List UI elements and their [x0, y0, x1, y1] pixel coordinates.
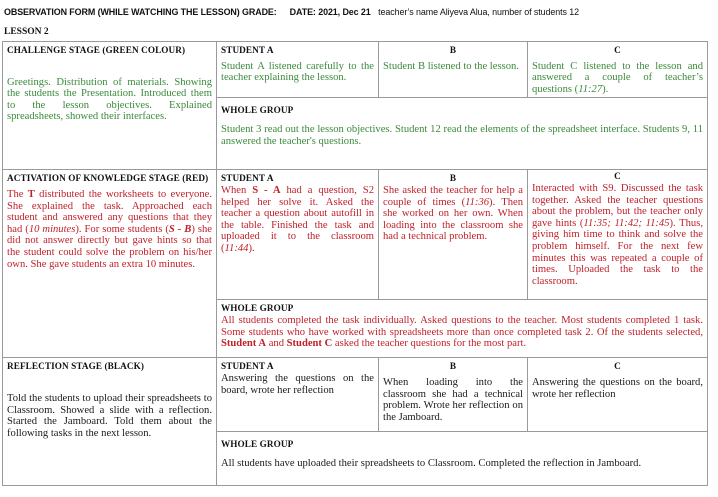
teacher-info: teacher’s name Aliyeva Alua, number of students 12	[378, 7, 579, 18]
form-date: DATE: 2021, Dec 21	[289, 7, 371, 18]
note-text: Student C listened to the lesson and answered a couple of teacher’s questions (	[532, 60, 703, 95]
note-text: Interacted with S9. Discussed the task together. Asked the teacher questions about the problem, but the teacher only gave hints (	[532, 182, 703, 229]
activation-student-b-cell	[379, 170, 528, 300]
timestamp: 11:36	[465, 196, 490, 208]
whole-group-label: WHOLE GROUP	[221, 105, 294, 116]
student-ref: S - A	[252, 184, 281, 196]
note-text: ). Then she worked on her own. When loading into the classroom she had a technical problem.	[383, 196, 523, 243]
reflection-whole-group-cell	[217, 432, 708, 486]
activation-student-b-note	[383, 185, 523, 243]
reflection-students-row	[3, 358, 708, 432]
challenge-student-b-cell	[379, 42, 528, 98]
challenge-whole-group-note: Student 3 read out the lesson objectives. Student 12 read the elements of the spreadsheet interface. Students 9, 11 answered the teacher's questions.	[221, 123, 703, 147]
whole-group-label: WHOLE GROUP	[221, 303, 294, 314]
reflection-whole-group-note: All students have uploaded their spreadsheets to Classroom. Completed the reflection in Jamboard.	[221, 457, 642, 469]
duration: 10 minutes	[28, 223, 76, 235]
activation-stage-description	[7, 189, 212, 270]
student-ref: S - B	[168, 223, 192, 235]
student-ref: Student A	[221, 338, 267, 350]
activation-student-a-cell	[217, 170, 379, 300]
note-text: had a question, S2 helped her solve it. Asked the teacher a question about autofill in the table. Finished the task and uploaded it to the classroom (	[221, 184, 374, 254]
teacher-abbrev: T	[27, 188, 35, 200]
challenge-students-row	[3, 42, 708, 98]
challenge-stage-cell	[3, 42, 217, 170]
note-text: and	[266, 338, 287, 350]
activation-student-c-note	[532, 183, 703, 287]
whole-group-label: WHOLE GROUP	[221, 439, 294, 450]
student-b-label: B	[449, 45, 457, 55]
activation-whole-group-cell	[217, 300, 708, 358]
student-c-label: C	[614, 171, 621, 182]
form-header	[4, 7, 579, 18]
activation-whole-group-note	[221, 315, 703, 350]
note-text: ). Thus, giving him time to think and solve the problem himself. For the next few minutes this was repeated a couple of times. Uploaded the task to the classroom.	[532, 217, 703, 287]
student-a-label: STUDENT A	[221, 45, 274, 55]
student-c-label: C	[614, 45, 621, 55]
observation-table	[2, 41, 708, 486]
student-ref: Student C	[286, 338, 333, 350]
reflection-student-a-cell	[217, 358, 379, 432]
student-a-label: STUDENT A	[221, 361, 274, 372]
activation-student-a-note	[221, 185, 374, 255]
student-c-label: C	[614, 361, 621, 372]
reflection-student-b-cell	[379, 358, 528, 432]
reflection-stage-cell	[3, 358, 217, 486]
note-text: The	[7, 188, 28, 200]
form-title: OBSERVATION FORM (WHILE WATCHING THE LESSON) GRADE:	[4, 7, 277, 18]
timestamp: 11:27	[578, 83, 603, 95]
student-b-label: B	[449, 173, 457, 184]
student-b-label: B	[449, 361, 457, 372]
reflection-student-b-note: When loading into the classroom she had a technical problem. Wrote her reflection on the Jamboard.	[383, 376, 523, 423]
challenge-whole-group-cell	[217, 98, 708, 170]
note-text: She asked the teacher for help a couple of times (	[383, 184, 523, 208]
reflection-stage-description: Told the students to upload their spreadsheets to Classroom. Showed a slide with a reflection. Started the Jamboard. Told them about the following tasks in the next lesson.	[7, 392, 212, 439]
note-text: asked the teacher questions for the most part.	[332, 338, 527, 350]
note-text: When	[221, 184, 253, 196]
reflection-student-c-note: Answering the questions on the board, wrote her reflection	[532, 376, 703, 400]
activation-student-c-cell	[528, 170, 708, 300]
note-text: distributed the worksheets to everyone. She explained the task. Approached each student and answered any questions that they had (	[7, 188, 212, 235]
note-text: All students completed the task individually. Asked questions to the teacher. Most students completed 1 task. Some students who have worked with spreadsheets more than once completed task 2. Of the students selected,	[221, 314, 703, 338]
timestamp: 11:35; 11:42; 11:45	[583, 217, 670, 229]
timestamp: 11:44	[224, 242, 249, 254]
activation-stage-title: ACTIVATION OF KNOWLEDGE STAGE (RED)	[7, 173, 209, 184]
challenge-student-a-cell	[217, 42, 379, 98]
reflection-stage-title: REFLECTION STAGE (BLACK)	[7, 361, 144, 372]
challenge-student-c-cell	[528, 42, 708, 98]
challenge-stage-title: CHALLENGE STAGE (GREEN COLOUR)	[7, 45, 186, 55]
challenge-stage-description: Greetings. Distribution of materials. Showing the students the Presentation. Introduced them to the lesson objectives. Explained spreadsheets, showed their interfaces.	[7, 76, 212, 123]
lesson-number: LESSON 2	[4, 27, 49, 37]
reflection-student-c-cell	[528, 358, 708, 432]
challenge-student-b-note: Student B listened to the lesson.	[383, 60, 519, 72]
reflection-student-a-note: Answering the questions on the board, wrote her reflection	[221, 372, 374, 396]
note-text: ).	[248, 242, 255, 254]
challenge-student-c-note	[532, 61, 703, 96]
note-text: ). For some students (	[75, 223, 169, 235]
note-text: ).	[602, 83, 609, 95]
challenge-student-a-note: Student A listened carefully to the teacher explaining the lesson.	[221, 60, 374, 84]
activation-students-row	[3, 170, 708, 300]
student-a-label: STUDENT A	[221, 173, 274, 184]
activation-stage-cell	[3, 170, 217, 358]
note-text: ) she did not answer directly but gave hints so that the student could solve the problem on his/her own. She gave students an extra 10 minutes.	[7, 223, 212, 270]
